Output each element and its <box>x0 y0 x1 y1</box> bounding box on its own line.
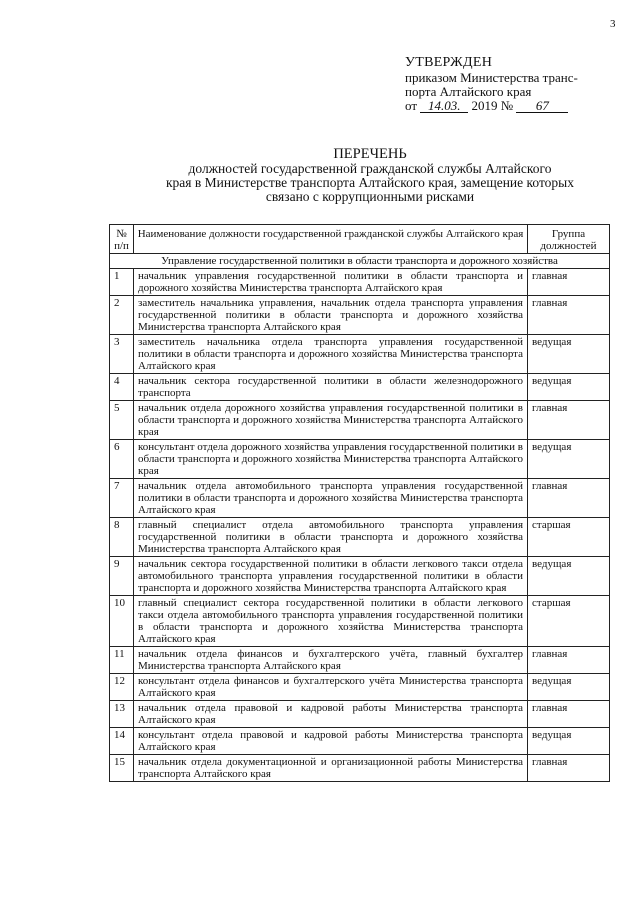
row-number: 7 <box>110 479 134 518</box>
table-header-row <box>110 225 610 254</box>
table-row <box>110 701 610 728</box>
row-number: 6 <box>110 440 134 479</box>
row-number: 4 <box>110 374 134 401</box>
section-title: Управление государственной политики в области транспорта и дорожного хозяйства <box>110 254 610 269</box>
table-row <box>110 269 610 296</box>
row-position-name: начальник управления государственной политики в области транспорта и дорожного хозяйства Министерства транспорта Алтайского края <box>134 269 528 296</box>
approval-line-2: порта Алтайского края <box>405 84 532 99</box>
row-number: 3 <box>110 335 134 374</box>
title-line-4: связано с коррупционными рисками <box>265 189 475 204</box>
row-position-name: заместитель начальника отдела транспорта управления государственной политики в области транспорта и дорожного хозяйства Министерства транспорта Алтайского края <box>134 335 528 374</box>
table-row <box>110 647 610 674</box>
table-row <box>110 335 610 374</box>
order-year: 2019 № <box>471 98 514 113</box>
row-position-name: главный специалист отдела автомобильного транспорта управления государственной политики в области транспорта и дорожного хозяйства Министерства транспорта Алтайского края <box>134 518 528 557</box>
page-number: 3 <box>610 18 616 30</box>
row-position-group: старшая <box>528 596 610 647</box>
row-number: 13 <box>110 701 134 728</box>
row-number: 11 <box>110 647 134 674</box>
title-heading: ПЕРЕЧЕНЬ <box>333 146 407 162</box>
table-row <box>110 755 610 782</box>
table-row <box>110 401 610 440</box>
handwritten-order-number: 67 <box>516 99 568 113</box>
row-position-group: ведущая <box>528 440 610 479</box>
positions-table <box>109 224 610 782</box>
row-position-group: главная <box>528 701 610 728</box>
row-number: 14 <box>110 728 134 755</box>
row-position-name: начальник отдела дорожного хозяйства управления государственной политики в области транспорта и дорожного хозяйства Министерства транспорта Алтайского края <box>134 401 528 440</box>
row-position-group: главная <box>528 401 610 440</box>
row-number: 12 <box>110 674 134 701</box>
handwritten-date: 14.03. <box>420 99 468 113</box>
row-position-name: начальник отдела правовой и кадровой работы Министерства транспорта Алтайского края <box>134 701 528 728</box>
row-position-name: консультант отдела финансов и бухгалтерского учёта Министерства транспорта Алтайского края <box>134 674 528 701</box>
header-position-name: Наименование должности государственной гражданской службы Алтайского края <box>134 225 528 254</box>
row-number: 9 <box>110 557 134 596</box>
row-number: 5 <box>110 401 134 440</box>
title-line-3: края в Министерстве транспорта Алтайского края, замещение которых <box>165 175 575 190</box>
row-number: 10 <box>110 596 134 647</box>
row-position-group: ведущая <box>528 728 610 755</box>
table-row <box>110 518 610 557</box>
row-position-name: консультант отдела дорожного хозяйства управления государственной политики в области транспорта и дорожного хозяйства Министерства транспорта Алтайского края <box>134 440 528 479</box>
row-position-name: начальник сектора государственной политики в области легкового такси отдела автомобильного транспорта управления государственной политики в области транспорта и дорожного хозяйства Министерства транспорта Алтайского края <box>134 557 528 596</box>
row-position-group: ведущая <box>528 674 610 701</box>
row-position-group: главная <box>528 647 610 674</box>
row-position-group: главная <box>528 755 610 782</box>
row-position-name: начальник отдела документационной и организационной работы Министерства транспорта Алтайского края <box>134 755 528 782</box>
row-position-group: старшая <box>528 518 610 557</box>
table-row <box>110 728 610 755</box>
approval-stamp <box>405 56 630 113</box>
table-row <box>110 479 610 518</box>
row-position-name: начальник отдела финансов и бухгалтерского учёта, главный бухгалтер Министерства транспорта Алтайского края <box>134 647 528 674</box>
row-position-group: главная <box>528 269 610 296</box>
row-position-name: консультант отдела правовой и кадровой работы Министерства транспорта Алтайского края <box>134 728 528 755</box>
row-position-name: главный специалист сектора государственной политики в области легкового такси отдела автомобильного транспорта управления государственной политики в области транспорта и дорожного хозяйства Министерства транспорта Алтайского края <box>134 596 528 647</box>
header-position-group: Группа должностей <box>528 225 610 254</box>
table-row <box>110 674 610 701</box>
row-number: 15 <box>110 755 134 782</box>
row-number: 2 <box>110 296 134 335</box>
row-position-group: ведущая <box>528 335 610 374</box>
date-prefix: от <box>405 98 418 113</box>
row-position-name: начальник сектора государственной политики в области железнодорожного транспорта <box>134 374 528 401</box>
row-position-name: начальник отдела автомобильного транспорта управления государственной политики в области транспорта и дорожного хозяйства Министерства транспорта Алтайского края <box>134 479 528 518</box>
row-position-group: ведущая <box>528 374 610 401</box>
row-position-group: главная <box>528 296 610 335</box>
row-number: 1 <box>110 269 134 296</box>
table-row <box>110 440 610 479</box>
approval-heading: УТВЕРЖДЕН <box>405 55 493 70</box>
title-line-2: должностей государственной гражданской службы Алтайского <box>188 161 552 176</box>
table-row <box>110 596 610 647</box>
row-position-group: ведущая <box>528 557 610 596</box>
document-title <box>130 147 610 204</box>
row-position-name: заместитель начальника управления, начальник отдела транспорта управления государственной политики в области транспорта и дорожного хозяйства Министерства транспорта Алтайского края <box>134 296 528 335</box>
section-row <box>110 254 610 269</box>
header-number: № п/п <box>110 225 134 254</box>
table-row <box>110 557 610 596</box>
table-row <box>110 296 610 335</box>
approval-date-line <box>405 99 630 113</box>
approval-line-1: приказом Министерства транс- <box>405 70 578 85</box>
row-number: 8 <box>110 518 134 557</box>
row-position-group: главная <box>528 479 610 518</box>
table-row <box>110 374 610 401</box>
